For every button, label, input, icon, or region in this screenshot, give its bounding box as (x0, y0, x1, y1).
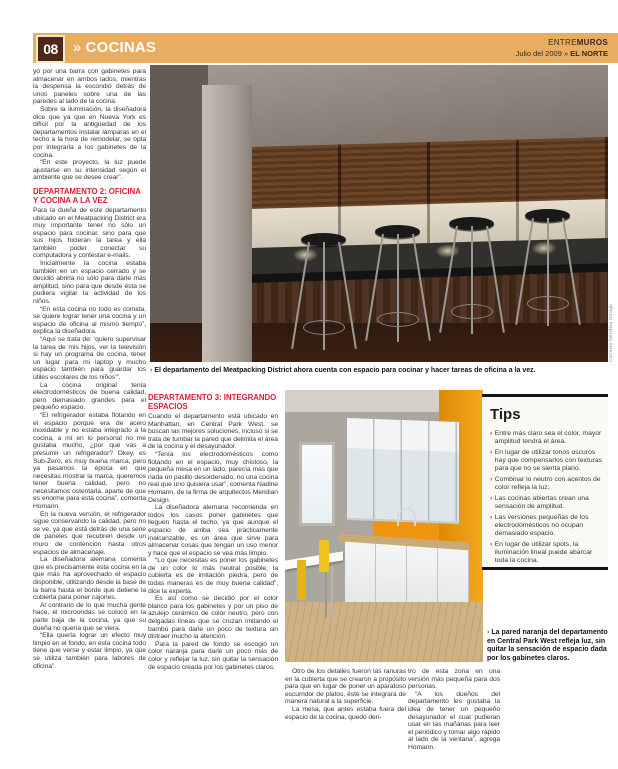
caption-arrow-icon: › (487, 629, 490, 636)
paragraph: “Tenía los electrodomésticos como flotando en el espacio, muy chistoso, la pequeña mesa en un lado, parecía más que nada un pasillo desordenado, no una cocina real que uno quisiera usar”, comenta Nadine Homann, de la firma de arquitectos Meridian Design. (148, 450, 278, 504)
photo2-chair-leg (325, 572, 327, 618)
tip-item (490, 541, 604, 566)
paragraph: La mesa, que antes estaba fuera del espacio de la cocina, quedó den- (285, 705, 406, 721)
tip-arrow-icon: › (490, 494, 493, 502)
tip-item (490, 514, 604, 539)
header-bar (33, 33, 618, 63)
photo-meatpacking-kitchen (150, 65, 608, 362)
paragraph: “Aquí se trata de: ‘quiero supervisar la tarea de mis hijos, ver la televisión si hay un programa de cocina, tener un lugar para mi laptop y mucho espacio también para guardar los útiles escolares de los niños’”. (33, 336, 146, 381)
photo2-caption-text: La pared naranja del departamento en Central Park West refleja luz, sin quitar la sensación de espacio dada por los gabinetes claros. (487, 629, 608, 662)
photo-central-park-kitchen (285, 390, 483, 662)
photo1-pillar (202, 85, 252, 362)
paragraph: Inicialmente la cocina estaba también en un espacio cerrado y se decidió abrirla no sólo para darle más amplitud, sino para que desde ésta se pudiera vigilar la actividad de los niños. (33, 260, 146, 306)
tip-arrow-icon: › (490, 476, 493, 484)
stool-footring (451, 304, 493, 319)
photo2-table (285, 551, 343, 569)
tip-item (490, 495, 604, 511)
paragraph: La diseñadora alemana comenta que es precisamente esta cocina en la que más ha aprovechado el espacio disponible, utilizando desde la base de la barra hasta el borde que detiene la cubierta para poner cajones. (33, 556, 146, 602)
tip-text: Las cocinas abiertas crean una sensación de amplitud. (494, 494, 589, 511)
paragraph: “En esta cocina no todo es comida, se quiere lograr tener una cocina y un espacio de oficina al mismo tiempo”, explica la diseñadora. (33, 305, 146, 336)
publication-block (516, 37, 608, 59)
paragraph: En la nueva versión, el refrigerador sigue conservando la calidad, pero no se ve, ya que está detrás de una serie de paneles que recubren desde un muro de contención hasta otros espacios de almacenaje. (33, 510, 146, 556)
section-heading-departamento-3: DEPARTAMENTO 3: INTEGRANDO ESPACIOS (148, 393, 277, 411)
article-column-4 (408, 668, 500, 752)
paragraph: “Ella quería lograr un efecto muy limpio en el fondo, en esta cocina todo tiene que verse y estar limpio, ya que se utiliza también para labores de oficina”. (33, 632, 146, 670)
photo2-window (299, 442, 335, 526)
paragraph: Para la pared de fondo se escogió un color naranja para darle un poco más de color y reflejar la luz, sin quitar la sensación de espacio creada por los gabinetes claros. (148, 640, 278, 671)
bar-stool (446, 217, 498, 339)
tips-top-rule (482, 394, 608, 397)
paragraph: Al contrario de lo que mucha gente hace, el microondas se colocó en la parte baja de la cocina, ya que su dueña no quería que se viera. (33, 601, 146, 632)
publication-name-light: ENTRE (548, 38, 577, 47)
paragraph: Para la dueña de este departamento ubicado en el Meatpacking District era muy importante tener no sólo un espacio para cocinar, sino para que sus hijos hicieran la tarea y ella también poder conectar su computadora y contestar e-mails. (33, 206, 146, 260)
paragraph: Sobre la iluminación, la diseñadora dice que ya que en Nueva York es difícil por la antigüedad de los departamentos instalar lámparas en el techo a la hora de remodelar, se opta por integrarla a los gabinetes de la cocina. (33, 105, 146, 159)
bar-stool (522, 209, 574, 331)
tip-arrow-icon: › (490, 540, 493, 548)
tip-item (490, 449, 604, 474)
paragraph: La diseñadora alemana recomienda en todos los casos poner gabinetes que lleguen hasta el techo, ya que aunque el espacio de arriba sea prácticamente inalcanzable, es un área que sirve para almacenar cosas que tengan un uso menor y hace que el espacio se vea más limpio. (148, 504, 278, 557)
paragraph: tro de esta zona en una versión más pequeña para dos personas. (408, 668, 500, 691)
article-column-2 (148, 393, 278, 671)
tip-item (490, 430, 604, 446)
bar-stool (372, 225, 424, 347)
bar-stool (298, 233, 350, 355)
page-number-badge (36, 35, 65, 63)
photo1-left-shadow (150, 65, 208, 362)
paragraph: “El refrigerador estaba flotando en el espacio porque era de acero inoxidable y no estaba integrado a la cocina, a mí en lo personal no me gustaba mucho, ¿por qué vas a presumir un refrigerador? Okey, es Sub-Zero, es muy buena marca, pero ya pasamos la época en que necesitas mostrar la marca, queremos tener buena calidad, pero no necesitamos ostentarla, aparte de que es enorme para esta cocina”, comenta Homann. (33, 411, 146, 511)
article-column-1 (33, 68, 146, 670)
tips-box (482, 394, 608, 570)
photo2-caption (487, 629, 611, 663)
stool-footring (377, 312, 419, 327)
publication-name-bold: MUROS (576, 38, 608, 47)
photo2-wood-floor (285, 602, 483, 662)
paragraph: “En este proyecto, la luz puede ajustarse en su intensidad según el ambiente que se desee crear”. (33, 159, 146, 182)
issue-brand: EL NORTE (570, 49, 608, 58)
photo1-caption (150, 367, 612, 376)
photo2-yellow-chair (297, 560, 306, 600)
tip-text: Combinar lo neutro con acentos de color refleja la luz. (494, 476, 601, 492)
tip-text: Las versiones pequeñas de los electrodomésticos no ocupan demasiado espacio. (494, 513, 589, 538)
photo2-table-leg (331, 566, 333, 618)
issue-date: Julio del 2009 » (515, 49, 571, 58)
tips-bottom-rule (482, 567, 608, 570)
stool-footring (303, 320, 345, 335)
photo2-yellow-chair (319, 540, 329, 572)
photo1-caption-text: El departamento del Meatpacking District ahora cuenta con espacio para cocinar y hacer tareas de oficina a la vez. (154, 367, 536, 374)
paragraph: Cuando el departamento está ubicado en Manhattan, en Central Park West, se buscan las mejores soluciones, incluso si se trata de tumbar la pared que delimita el área de la cocina y el desayunador. (148, 413, 278, 451)
tip-text: Entre más claro sea el color, mayor amplitud tendrá el área. (494, 430, 602, 446)
paragraph: La cocina original tenía electrodomésticos de buena calidad, pero demasiado grandes para el pequeño espacio. (33, 381, 146, 412)
stool-footring (527, 296, 569, 311)
section-heading-departamento-2: DEPARTAMENTO 2: OFICINA Y COCINA A LA VEZ (33, 186, 141, 205)
photo-credit: Cortesía Meridian Design (608, 304, 613, 362)
paragraph: yó por una barra con gabinetes para almacenar en ambos lados, mientras la despensa la escondió detrás de unos paneles sobre una de las paredes al lado de la cocina. (33, 68, 146, 106)
page-number: 08 (43, 41, 58, 57)
section-title (73, 39, 156, 56)
section-label: COCINAS (85, 39, 157, 56)
tip-text: En lugar de utilizar spots, la iluminación lineal puede abarcar toda la cocina. (494, 540, 593, 565)
tip-arrow-icon: › (490, 430, 493, 437)
paragraph: “A los dueños del departamento les gustaba la idea de tener un pequeño desayunador el cual pudieran usar en las mañanas para leer el periódico y tomar algo rápido al lado de la ventana”, agrega Homann. (408, 690, 500, 751)
photo2-faucet (397, 508, 416, 526)
tip-text: En lugar de utilizar tonos oscuros hay que compensarlos con texturas para que no se sienta plano. (494, 448, 603, 473)
publication-issue (516, 48, 608, 59)
tip-item (490, 476, 604, 492)
caption-arrow-icon: › (150, 367, 153, 374)
tip-arrow-icon: › (490, 513, 493, 521)
tip-arrow-icon: › (490, 448, 493, 456)
paragraph: “Lo que necesitas es poner los gabinetes de un color lo más neutral posible, la cubierta es de imitación piedra, pero de todas maneras es de muy buena calidad”, dice la experta. (148, 557, 278, 595)
chevrons-icon: » (73, 39, 82, 56)
tips-title: Tips (490, 406, 521, 423)
publication-name (516, 37, 608, 48)
paragraph: Otro de los detalles fueron las ranuras en la cubierta que se crearon a propósito para que en lugar de poner un aparatoso escurridor de platos, éste se integrara de manera natural a la superficie. (285, 668, 406, 706)
article-column-3 (285, 668, 406, 721)
paragraph: Es así como se decidió por el color blanco para los gabinetes y por un piso de azulejo cerámico de color neutro, pero con delgadas líneas que se cruzan imitando el bambú para darle un poco de textura sin distraer mucho la atención. (148, 595, 278, 641)
